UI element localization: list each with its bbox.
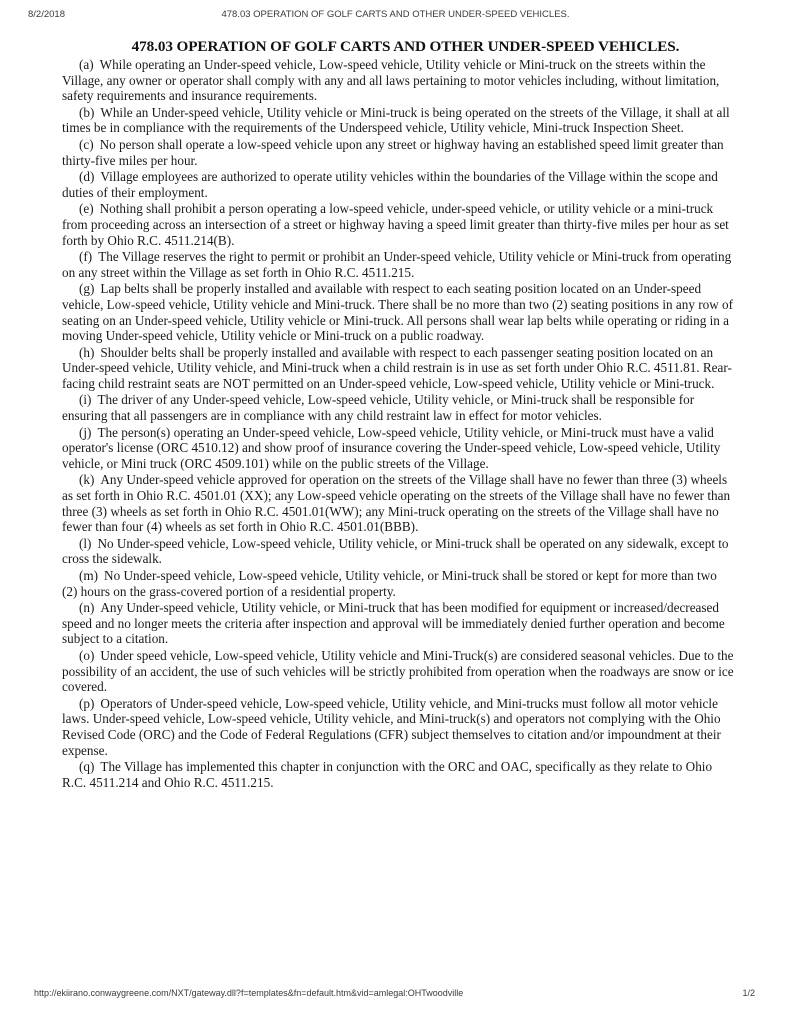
subsection-label: (c) [79,136,94,152]
subsection-text: Under speed vehicle, Low-speed vehicle, Utility vehicle and Mini-Truck(s) are considered seasonal vehicles. Due to the possibility of an accident, the use of such vehicles will be strictly prohibited from operation when the roadways are snow or ice covered. [62,647,734,695]
subsection-label: (n) [79,600,95,616]
subsection-paragraph [62,281,734,343]
subsection-label: (e) [79,201,94,217]
subsection-label: (g) [79,281,95,297]
subsection-text: No Under-speed vehicle, Low-speed vehicle, Utility vehicle, or Mini-truck shall be stored or kept for more than two (2) hours on the grass-covered portion of a residential property. [62,568,717,599]
subsection-text: Nothing shall prohibit a person operating a low-speed vehicle, under-speed vehicle, or utility vehicle or a mini-truck from proceeding across an intersection of a street or highway having a speed limit greater than thirty-five miles per hour as set forth by Ohio R.C. 4511.214(B). [62,201,729,248]
subsection-paragraph [62,57,734,104]
subsection-paragraph [62,472,734,534]
subsection-paragraph [62,249,734,280]
subsection-label: (m) [79,568,99,583]
subsection-paragraph [62,425,734,472]
subsection-label: (q) [79,759,95,775]
subsection-label: (f) [79,249,93,265]
subsection-paragraph [62,759,734,790]
subsection-text: The driver of any Under-speed vehicle, Low-speed vehicle, Utility vehicle, or Mini-truck shall be responsible for ensuring that all passengers are in compliance with any child restraint law in effect for motor vehicles. [62,392,695,424]
subsection-text: While an Under-speed vehicle, Utility vehicle or Mini-truck is being operated on the streets of the Village, it shall at all times be in compliance with the requirements of the Underspeed vehicle, Utility vehicle, Mini-truck Inspection Sheet. [62,104,730,136]
print-header [0,9,791,23]
subsection-paragraph [62,169,734,200]
subsection-text: No person shall operate a low-speed vehicle upon any street or highway having an established speed limit greater than thirty-five miles per hour. [62,136,724,168]
subsection-paragraph [62,345,734,392]
subsection-label: (p) [79,695,95,711]
subsection-text: No Under-speed vehicle, Low-speed vehicle, Utility vehicle, or Mini-truck shall be operated on any sidewalk, except to cross the sidewalk. [62,535,729,567]
subsection-label: (d) [79,169,95,185]
subsection-text: Any Under-speed vehicle approved for operation on the streets of the Village shall have no fewer than three (3) wheels as set forth in Ohio R.C. 4501.01 (XX); any Low-speed vehicle operating on the streets of the Village shall have no fewer than three (3) wheels as set forth in Ohio R.C. 4501.01(WW); any Mini-truck operating on the streets of the Village shall have no fewer than four (4) wheels as set forth in Ohio R.C. 4501.01(BBB). [62,472,731,535]
subsection-label: (j) [79,424,92,440]
subsection-text: Any Under-speed vehicle, Utility vehicle, or Mini-truck that has been modified for equipment or increased/decreased speed and no longer meets the criteria after inspection and approval will be immediately denied further operation and become subject to a citation. [62,600,725,647]
subsection-text: The person(s) operating an Under-speed vehicle, Low-speed vehicle, Utility vehicle, or Mini-truck must have a valid operator's license (ORC 4510.12) and show proof of insurance covering the Under-speed vehicle, Low-speed vehicle, Utility vehicle, or Mini truck (ORC 4509.101) while on the public streets of the Village. [62,424,721,471]
subsection-paragraph [62,536,734,567]
subsection-paragraph [62,201,734,248]
section-body [62,57,734,791]
subsection-label: (o) [79,647,95,663]
subsection-text: While operating an Under-speed vehicle, Low-speed vehicle, Utility vehicle or Mini-truck on the streets within the Village, any owner or operator shall comply with any and all laws pertaining to motor vehicles including, without limitation, safety requirements and insurance requirements. [62,57,720,104]
subsection-text: Lap belts shall be properly installed and available with respect to each seating position located on an Under-speed vehicle, Low-speed vehicle, Utility vehicle and Mini-truck. There shall be no more than two (2) seating positions in any row of seating on an Under-speed vehicle, Utility vehicle or Mini-truck. All persons shall wear lap belts while operating or riding in a moving Under-speed vehicle, Utility vehicle or Mini-truck on a public roadway. [62,281,734,344]
running-title: 478.03 OPERATION OF GOLF CARTS AND OTHER UNDER-SPEED VEHICLES. [221,9,570,20]
subsection-text: The Village reserves the right to permit or prohibit an Under-speed vehicle, Utility vehicle or Mini-truck from operating on any street within the Village as set forth in Ohio R.C. 4511.215. [62,249,732,280]
subsection-paragraph [62,568,734,599]
subsection-label: (a) [79,57,94,72]
subsection-text: Shoulder belts shall be properly installed and available with respect to each passenger seating position located on an Under-speed vehicle, Utility vehicle, and Mini-truck when a child restrain is in use as set forth under Ohio R.C. 4511.81. Rear-facing child restraint seats are NOT permitted on an Under-speed vehicle, Low-speed vehicle, Utility vehicle or Mini-truck. [62,344,732,391]
subsection-label: (i) [79,392,92,408]
print-footer [0,988,791,1002]
print-date: 8/2/2018 [28,9,65,20]
subsection-paragraph [62,696,734,758]
section-title: 478.03 OPERATION OF GOLF CARTS AND OTHER UNDER-SPEED VEHICLES. [131,38,680,55]
page-number: 1/2 [742,988,755,998]
subsection-label: (k) [79,472,95,488]
subsection-paragraph [62,600,734,647]
subsection-paragraph [62,648,734,695]
subsection-paragraph [62,105,734,136]
subsection-label: (h) [79,344,95,360]
subsection-label: (l) [79,535,92,551]
subsection-paragraph [62,392,734,423]
subsection-text: The Village has implemented this chapter in conjunction with the ORC and OAC, specifically as they relate to Ohio R.C. 4511.214 and Ohio R.C. 4511.215. [62,759,713,790]
subsection-text: Village employees are authorized to operate utility vehicles within the boundaries of the Village within the scope and duties of their employment. [62,169,718,200]
source-url: http://ekiirano.conwaygreene.com/NXT/gateway.dll?f=templates&fn=default.htm&vid=amlegal:OHTwoodville [34,988,464,998]
subsection-text: Operators of Under-speed vehicle, Low-speed vehicle, Utility vehicle, and Mini-trucks must follow all motor vehicle laws. Under-speed vehicle, Low-speed vehicle, Utility vehicle, and Mini-truck(s) and operators not complying with the Ohio Revised Code (ORC) and the Code of Federal Regulations (CFR) subject themselves to citation and/or impoundment at their expense. [62,695,721,758]
subsection-paragraph [62,137,734,168]
subsection-label: (b) [79,104,95,120]
